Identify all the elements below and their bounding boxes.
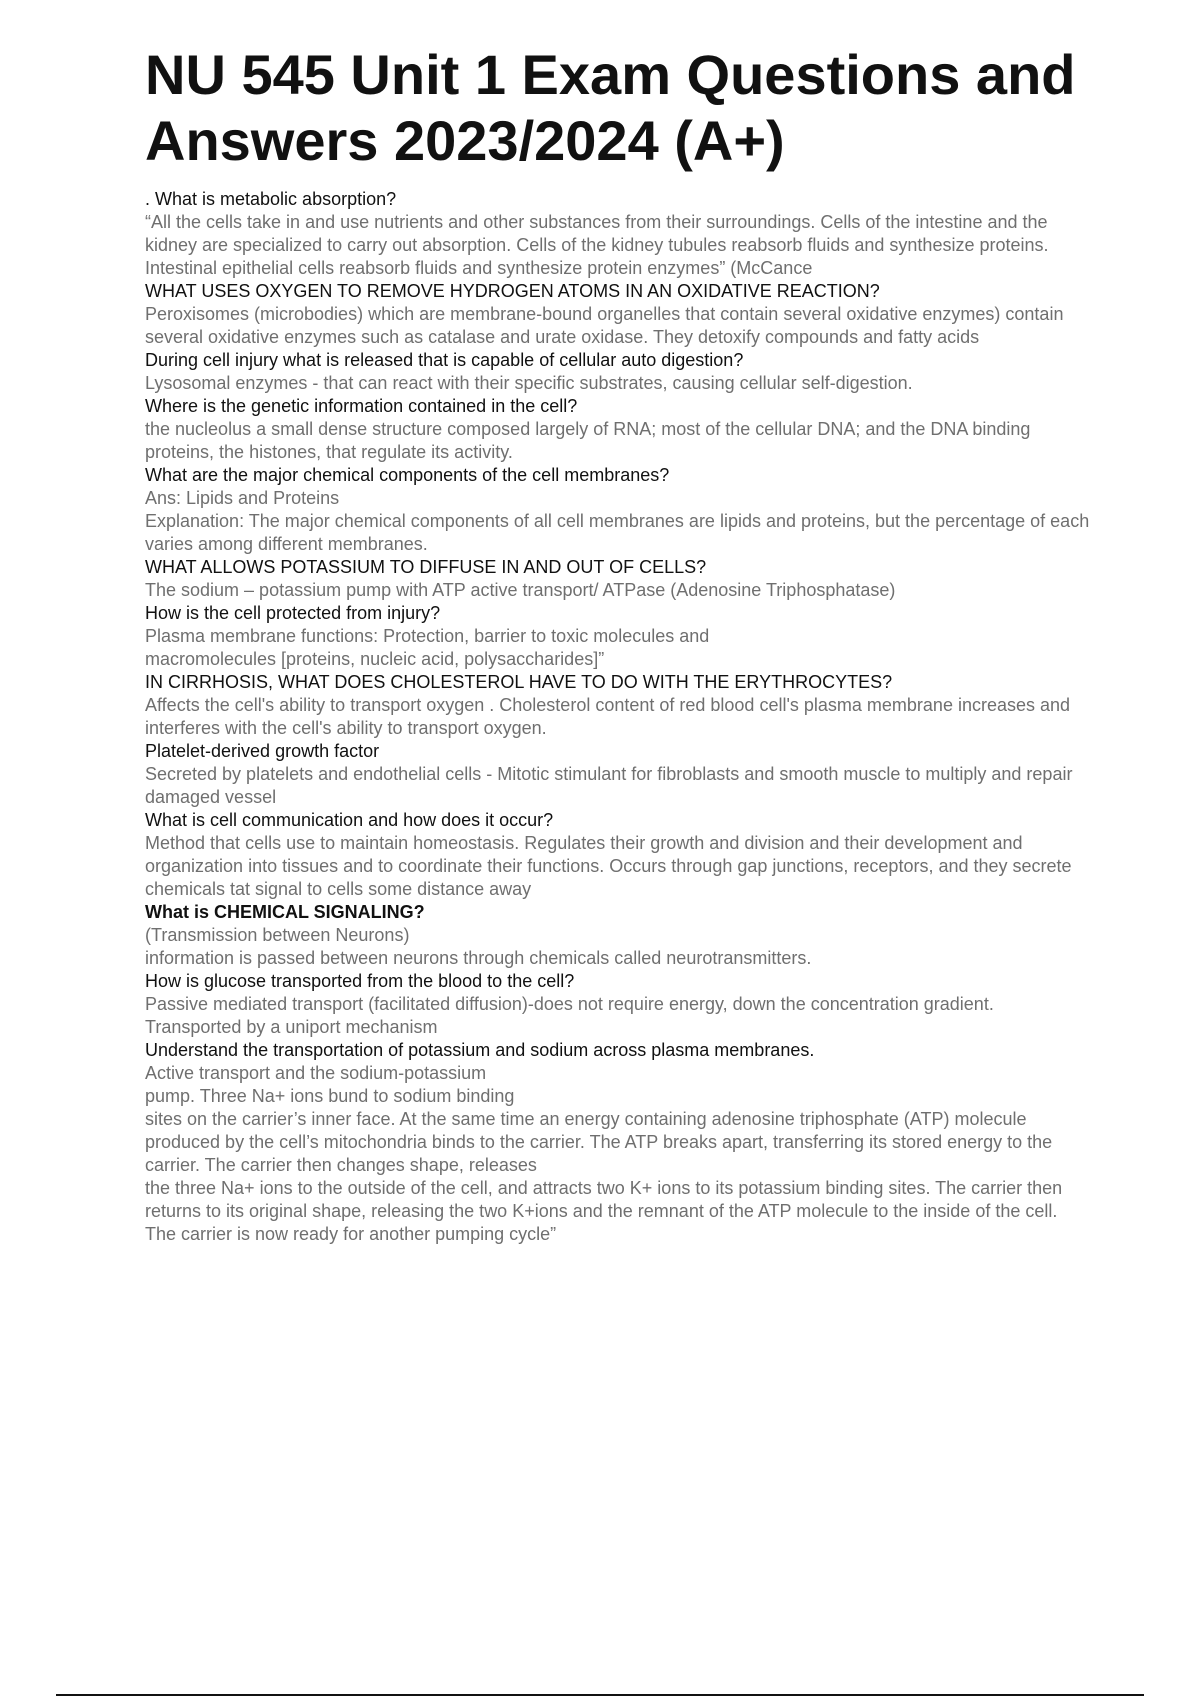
qa-item — [145, 602, 1090, 671]
question-text: . What is metabolic absorption? — [145, 189, 397, 209]
qa-list — [145, 188, 1090, 1246]
question-text: How is the cell protected from injury? — [145, 603, 441, 623]
qa-item — [145, 349, 1090, 395]
page-title: NU 545 Unit 1 Exam Questions and Answers 2023/2024 (A+) — [145, 43, 1076, 172]
question-text: Where is the genetic information contained in the cell? — [145, 396, 578, 416]
answer-text: Ans: Lipids and Proteins Explanation: The major chemical components of all cell membranes are lipids and proteins, but the percentage of each varies among different membranes. — [145, 488, 1090, 554]
answer-text: Active transport and the sodium-potassium pump. Three Na+ ions bund to sodium binding sites on the carrier’s inner face. At the same time an energy containing adenosine triphosphate (ATP) molecule produced by the cell’s mitochondria binds to the carrier. The ATP breaks apart, transferring its stored energy to the carrier. The carrier then changes shape, releases the three Na+ ions to the outside of the cell, and attracts two K+ ions to its potassium binding sites. The carrier then returns to its original shape, releasing the two K+ions and the remnant of the ATP molecule to the inside of the cell. The carrier is now ready for another pumping cycle” — [145, 1063, 1063, 1244]
question-text: What is cell communication and how does it occur? — [145, 810, 554, 830]
question-text: During cell injury what is released that is capable of cellular auto digestion? — [145, 350, 744, 370]
answer-text: Peroxisomes (microbodies) which are membrane-bound organelles that contain several oxidative enzymes) contain several oxidative enzymes such as catalase and urate oxidase. They detoxify compounds and fatty acids — [145, 304, 1064, 347]
answer-text: Affects the cell's ability to transport oxygen . Cholesterol content of red blood cell's plasma membrane increases and interferes with the cell's ability to transport oxygen. — [145, 695, 1071, 738]
answer-text: The sodium – potassium pump with ATP active transport/ ATPase (Adenosine Triphosphatase) — [145, 580, 896, 600]
question-text: What are the major chemical components of the cell membranes? — [145, 465, 670, 485]
question-text: Understand the transportation of potassium and sodium across plasma membranes. — [145, 1040, 815, 1060]
question-text: IN CIRRHOSIS, WHAT DOES CHOLESTEROL HAVE TO DO WITH THE ERYTHROCYTES? — [145, 672, 893, 692]
answer-text: (Transmission between Neurons) information is passed between neurons through chemicals called neurotransmitters. — [145, 925, 812, 968]
question-text: WHAT USES OXYGEN TO REMOVE HYDROGEN ATOMS IN AN OXIDATIVE REACTION? — [145, 281, 880, 301]
qa-item — [145, 809, 1090, 901]
question-text: Platelet-derived growth factor — [145, 741, 380, 761]
qa-item — [145, 671, 1090, 740]
qa-item — [145, 901, 1090, 970]
document-page — [145, 42, 1090, 1246]
answer-text: Method that cells use to maintain homeostasis. Regulates their growth and division and their development and organization into tissues and to coordinate their functions. Occurs through gap junctions, receptors, and they secrete chemicals tat signal to cells some distance away — [145, 833, 1072, 899]
qa-item — [145, 280, 1090, 349]
qa-item — [145, 740, 1090, 809]
qa-item — [145, 188, 1090, 280]
answer-text: Secreted by platelets and endothelial cells - Mitotic stimulant for fibroblasts and smooth muscle to multiply and repair damaged vessel — [145, 764, 1073, 807]
question-text: How is glucose transported from the blood to the cell? — [145, 971, 575, 991]
qa-item — [145, 395, 1090, 464]
answer-text: Plasma membrane functions: Protection, barrier to toxic molecules and macromolecules [proteins, nucleic acid, polysaccharides]” — [145, 626, 710, 669]
footer-divider — [56, 1694, 1144, 1696]
qa-item — [145, 970, 1090, 1039]
question-text: WHAT ALLOWS POTASSIUM TO DIFFUSE IN AND OUT OF CELLS? — [145, 557, 707, 577]
answer-text: the nucleolus a small dense structure composed largely of RNA; most of the cellular DNA; and the DNA binding proteins, the histones, that regulate its activity. — [145, 419, 1031, 462]
qa-item — [145, 1039, 1090, 1246]
answer-text: Lysosomal enzymes - that can react with their specific substrates, causing cellular self-digestion. — [145, 373, 913, 393]
answer-text: “All the cells take in and use nutrients and other substances from their surroundings. Cells of the intestine and the kidney are specialized to carry out absorption. Cells of the kidney tubules reabsorb fluids and synthesize proteins. Intestinal epithelial cells reabsorb fluids and synthesize protein enzymes” (McCance — [145, 212, 1049, 278]
qa-item — [145, 556, 1090, 602]
qa-item — [145, 464, 1090, 556]
answer-text: Passive mediated transport (facilitated diffusion)-does not require energy, down the concentration gradient. Transported by a uniport mechanism — [145, 994, 994, 1037]
question-text: What is CHEMICAL SIGNALING? — [145, 902, 425, 922]
